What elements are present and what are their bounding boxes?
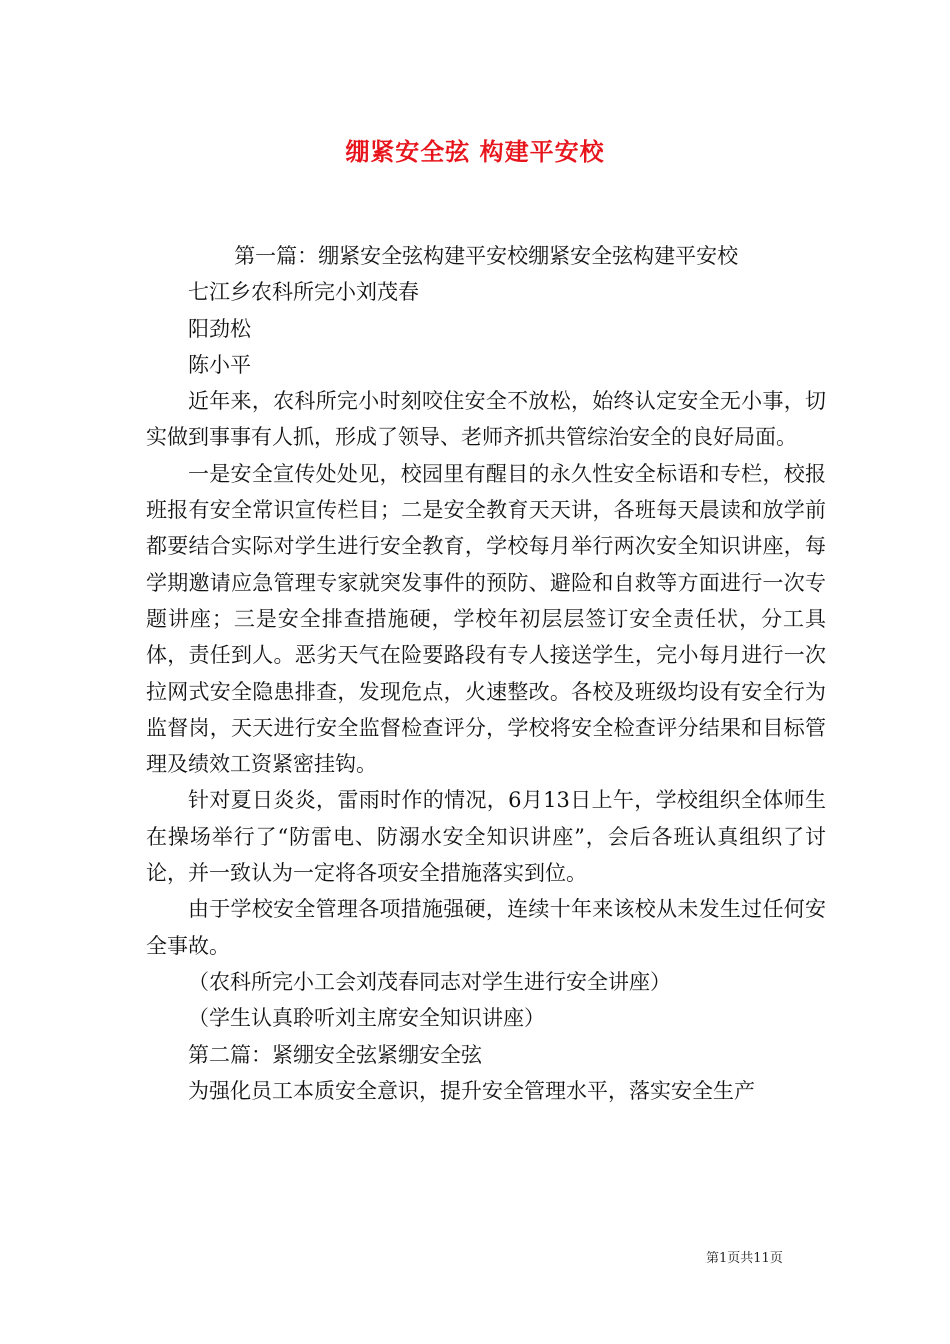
paragraph-chapter-one-heading: 第一篇：绷紧安全弦构建平安校绷紧安全弦构建平安校 — [234, 244, 739, 268]
paragraph-author-1: 七江乡农科所完小刘茂春 — [188, 280, 419, 305]
paragraph-caption-1: （农科所完小工会刘茂春同志对学生进行安全讲座） — [188, 969, 671, 994]
paragraph-lecture: 针对夏日炎炎，雷雨时作的情况，6月13日上午，学校组织全体师生在操场举行了“防雷电、防溺水安全知识讲座”，会后各班认真组织了讨论，并一致认为一定将各项安全措施落实到位。 — [146, 788, 826, 886]
paragraph-author-2: 阳劲松 — [188, 316, 251, 341]
paragraph-intro: 近年来，农科所完小时刻咬住安全不放松，始终认定安全无小事，切实做到事事有人抓，形成了领导、老师齐抓共管综治安全的良好局面。 — [146, 389, 826, 450]
paragraph-chapter-two-heading: 第二篇：紧绷安全弦紧绷安全弦 — [188, 1042, 482, 1067]
page-number: 第1页共11页 — [706, 1251, 783, 1266]
paragraph-chapter-two-start: 为强化员工本质安全意识，提升安全管理水平，落实安全生产 — [188, 1078, 755, 1103]
paragraph-author-3: 陈小平 — [188, 352, 251, 377]
paragraph-measures: 一是安全宣传处处见，校园里有醒目的永久性安全标语和专栏，校报班报有安全常识宣传栏目；二是安全教育天天讲，各班每天晨读和放学前都要结合实际对学生进行安全教育，学校每月举行两次安全知识讲座，每学期邀请应急管理专家就突发事件的预防、避险和自救等方面进行一次专题讲座；三是安全排查措施硬，学校年初层层签订安全责任状，分工具体，责任到人。恶劣天气在险要路段有专人接送学生，完小每月进行一次拉网式安全隐患排查，发现危点，火速整改。各校及班级均设有安全行为监督岗，天天进行安全监督检查评分，学校将安全检查评分结果和目标管理及绩效工资紧密挂钩。 — [146, 461, 826, 777]
document-title: 绷紧安全弦 构建平安校 — [345, 137, 605, 166]
paragraph-result: 由于学校安全管理各项措施强硬，连续十年来该校从未发生过任何安全事故。 — [146, 897, 826, 958]
paragraph-caption-2: （学生认真聆听刘主席安全知识讲座） — [188, 1006, 545, 1031]
document-body — [146, 238, 826, 1109]
